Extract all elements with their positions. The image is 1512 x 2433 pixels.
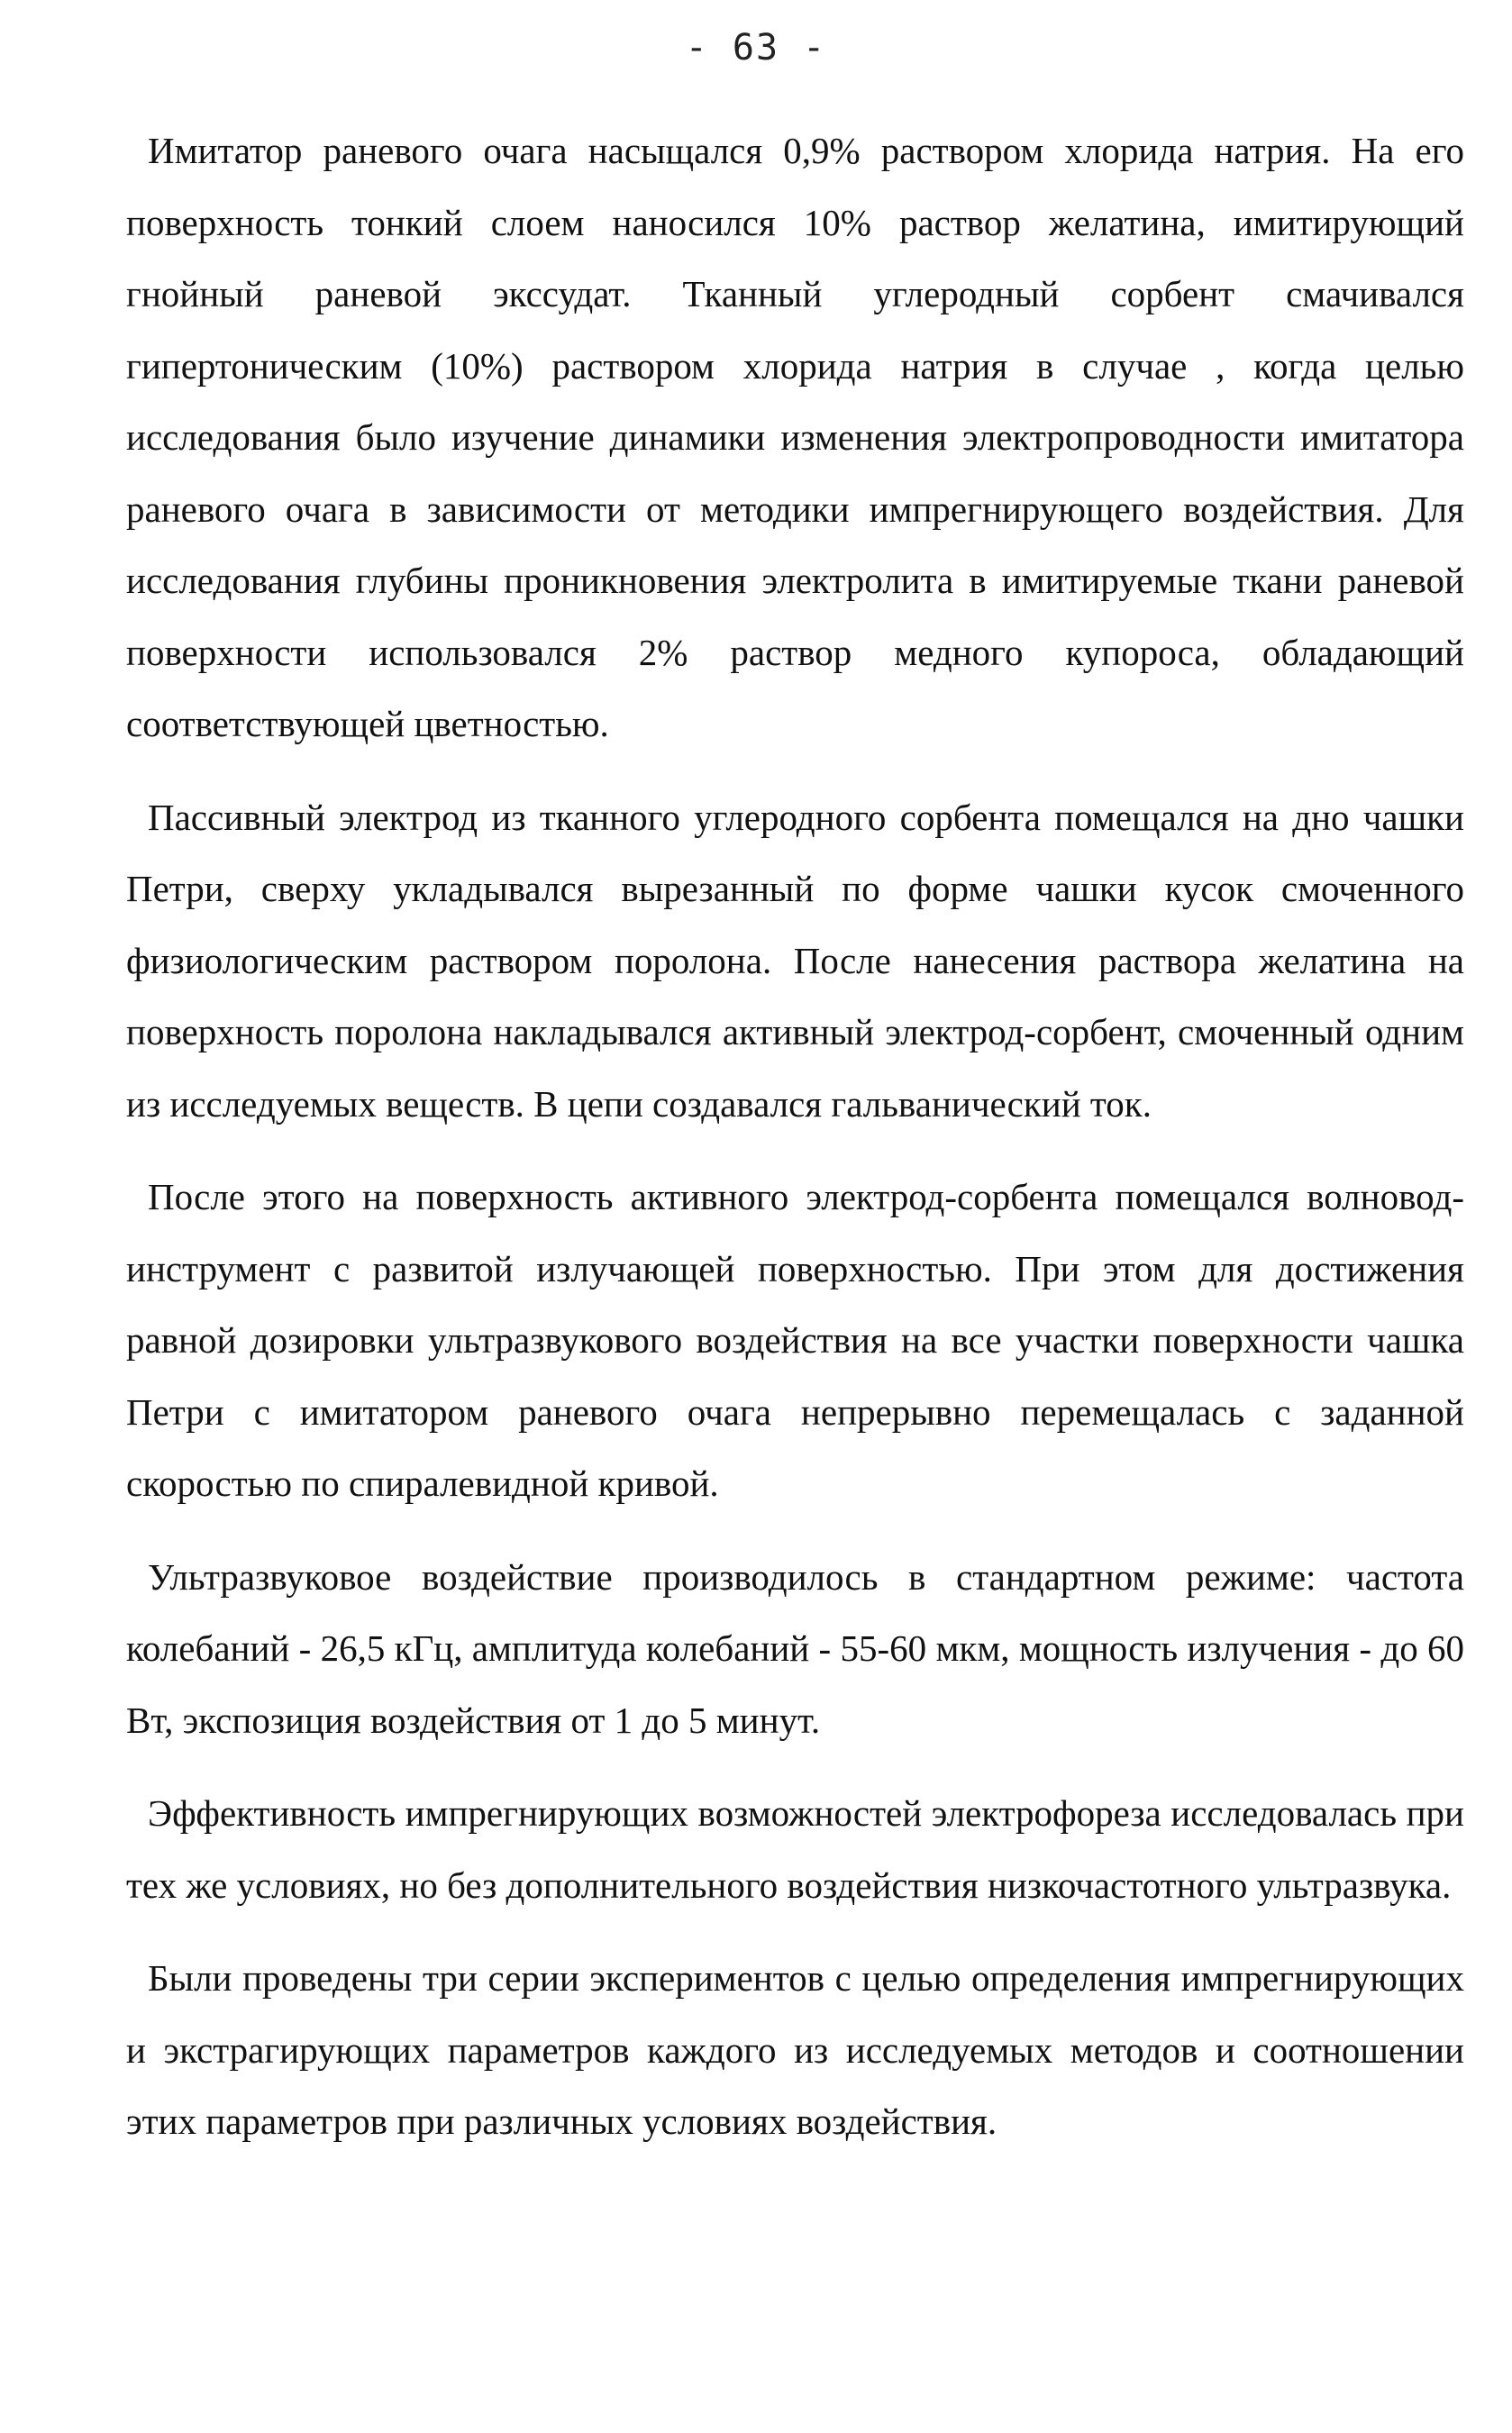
paragraph-2: Пассивный электрод из тканного углеродного сорбента помещался на дно чашки Петри, сверху укладывался вырезанный по форме чашки кусок смоченного физиологическим раствором поролона. После нанесения раствора желатина на поверхность поролона накладывался активный электрод-сорбент, смоченный одним из исследуемых веществ. В цепи создавался гальванический ток. <box>126 796 1464 1125</box>
paragraph-6: Были проведены три серии экспериментов с целью определения импрегнирующих и экстрагирующих параметров каждого из исследуемых методов и соотношении этих параметров при различных условиях воздействия. <box>126 1957 1464 2142</box>
paragraph-1: Имитатор раневого очага насыщался 0,9% раствором хлорида натрия. На его поверхность тонкий слоем наносился 10% раствор желатина, имитирующий гнойный раневой экссудат. Тканный углеродный сорбент смачивался гипертоническим (10%) раствором хлорида натрия в случае , когда целью исследования было изучение динамики изменения электропроводности имитатора раневого очага в зависимости от методики импрегнирующего воздействия. Для исследования глубины проникновения электролита в имитируемые ткани раневой поверхности использовался 2% раствор медного купороса, обладающий соответствующей цветностью. <box>126 130 1464 744</box>
paragraph-3: После этого на поверхность активного электрод-сорбента помещался волновод-инструмент с развитой излучающей поверхностью. При этом для достижения равной дозировки ультразвукового воздействия на все участки поверхности чашка Петри с имитатором раневого очага непрерывно перемещалась с заданной скоростью по спиралевидной кривой. <box>126 1176 1464 1504</box>
paragraph-4: Ультразвуковое воздействие производилось в стандартном режиме: частота колебаний - 26,5 кГц, амплитуда колебаний - 55-60 мкм, мощность излучения - до 60 Вт, экспозиция воздействия от 1 до 5 минут. <box>126 1555 1464 1741</box>
page-number: - 63 - <box>685 27 827 68</box>
body-text <box>126 115 1464 2180</box>
paragraph-5: Эффективность импрегнирующих возможностей электрофореза исследовалась при тех же условиях, но без дополнительного воздействия низкочастотного ультразвука. <box>126 1792 1464 1906</box>
